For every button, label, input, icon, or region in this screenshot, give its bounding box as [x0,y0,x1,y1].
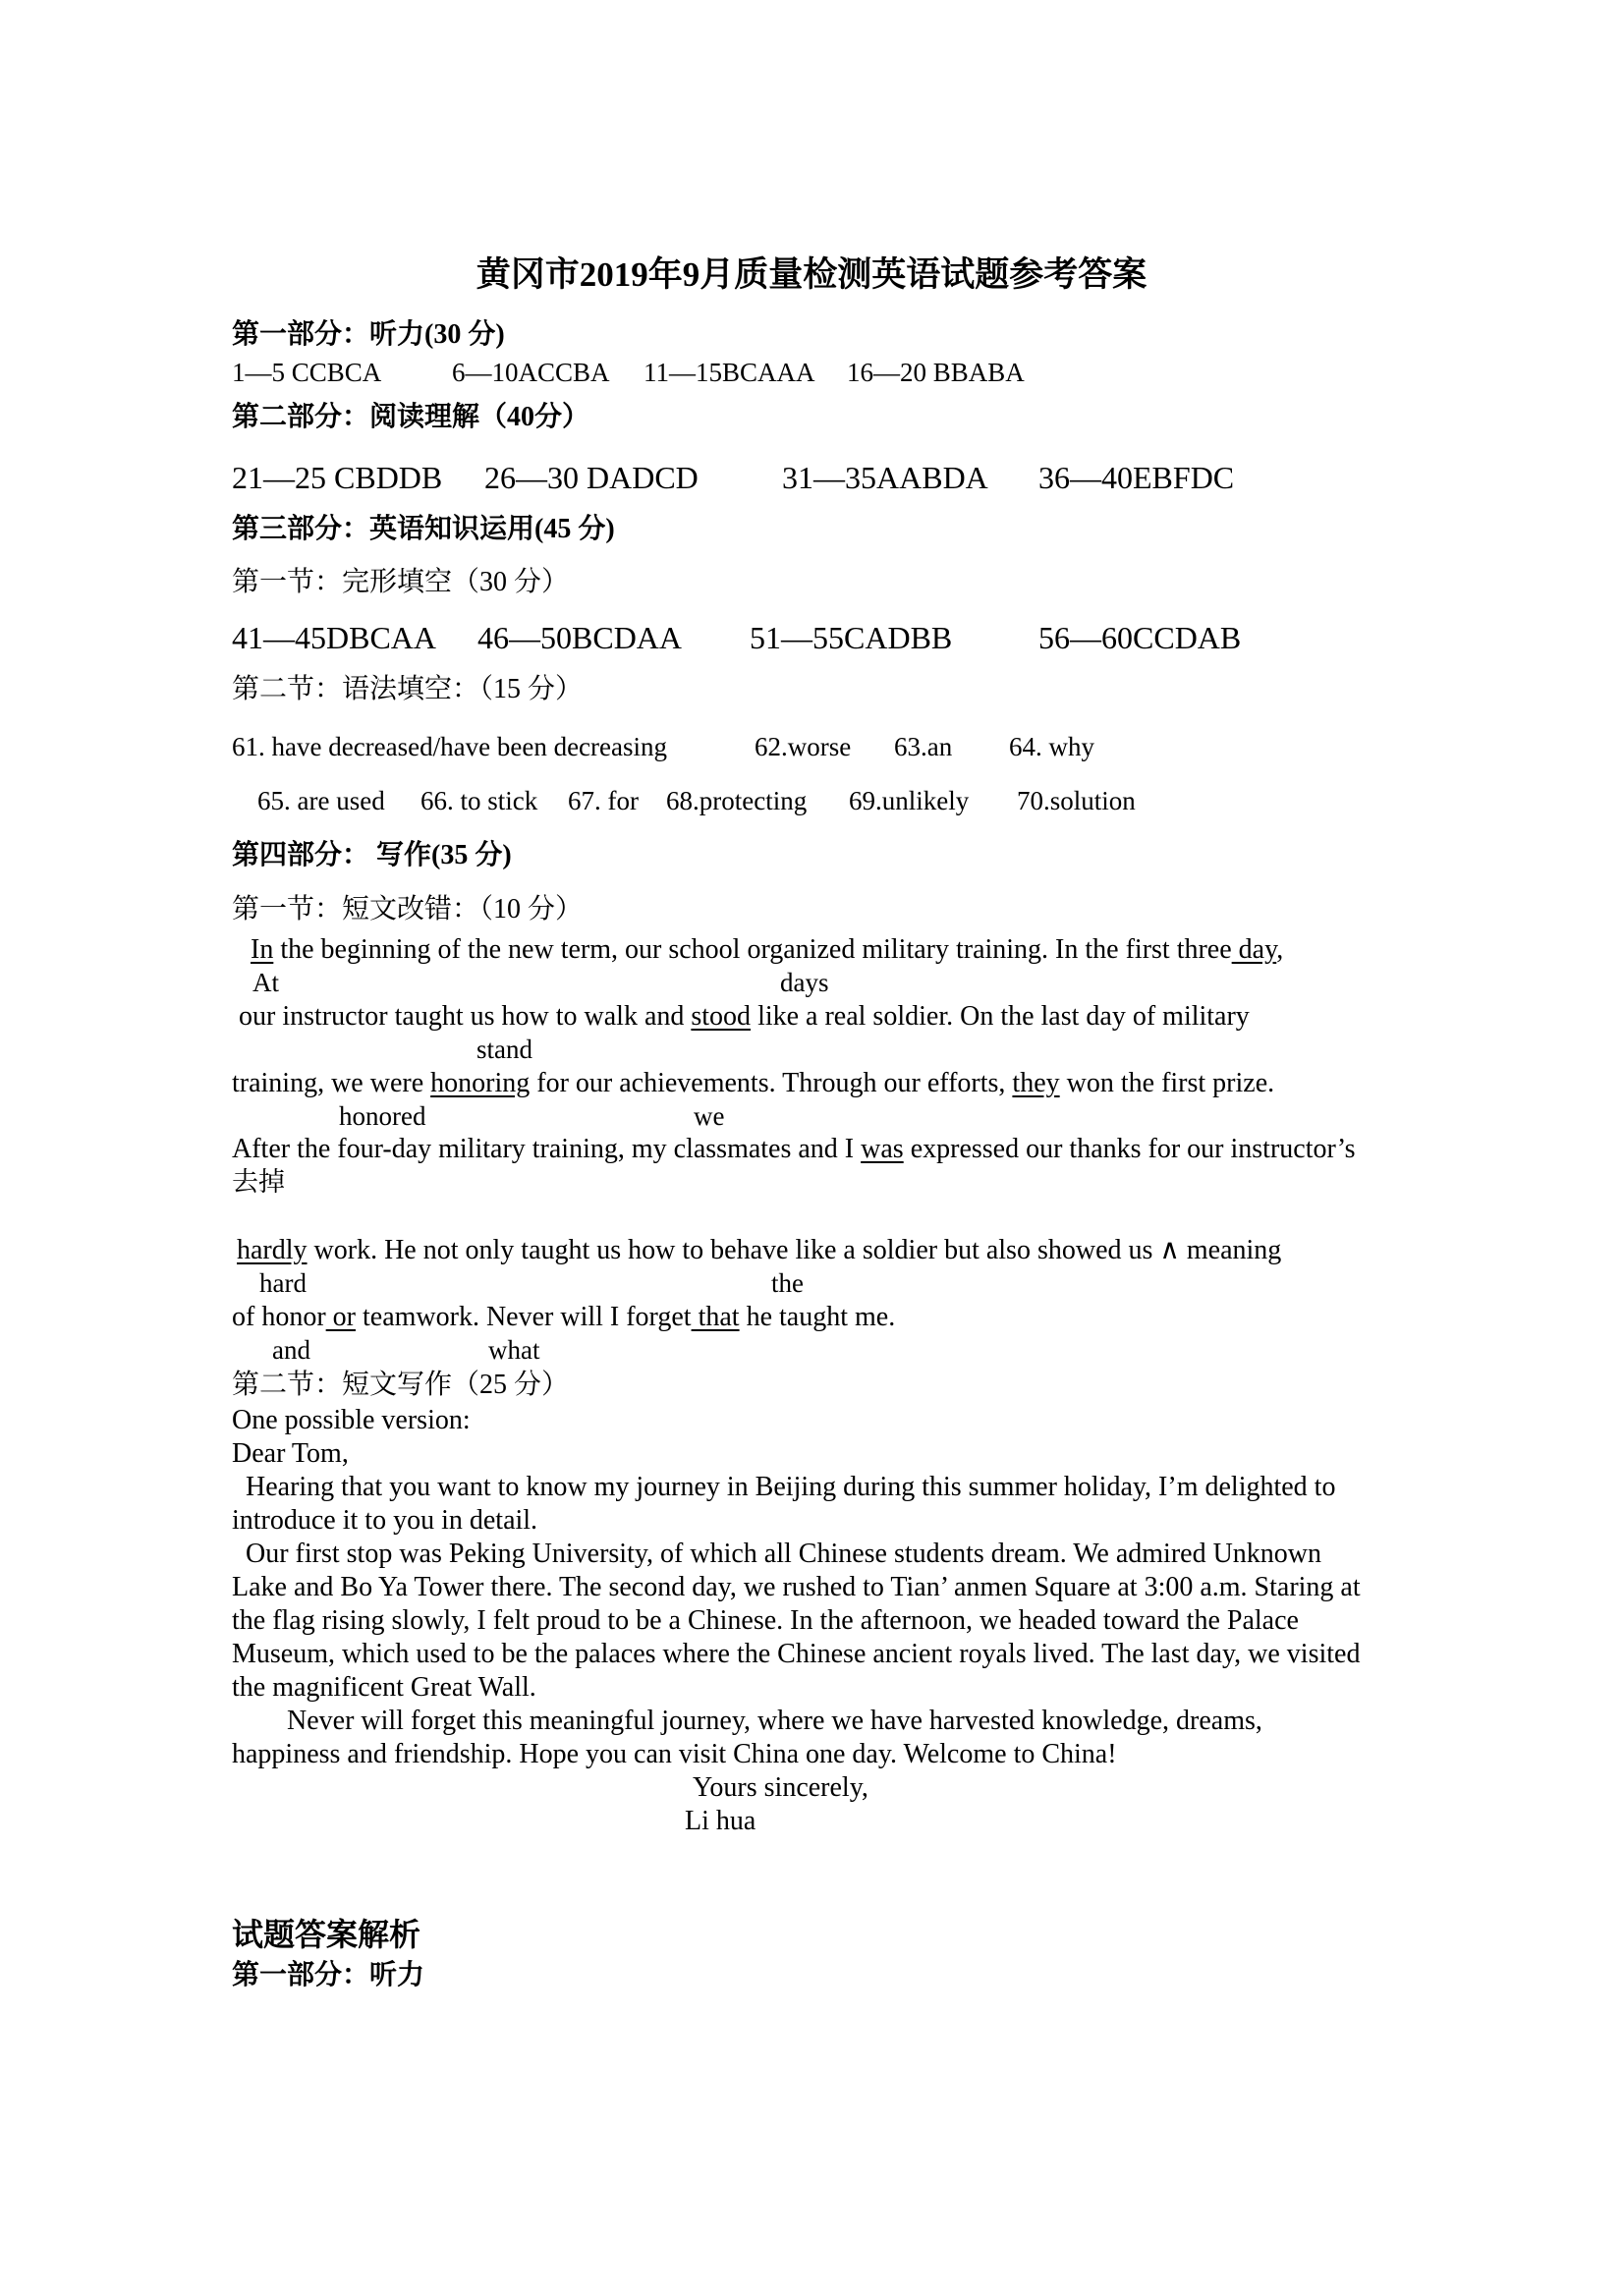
part1-heading: 第一部分：听力(30 分) [232,319,505,350]
correction-text: and [272,1335,310,1365]
correction-text: what [488,1335,540,1365]
part1-answer-1: 1—5 CCBCA [232,358,382,387]
error-word: day [1231,934,1277,965]
error-word: stood [691,1001,752,1032]
correction-line-2: our instructor taught us how to walk and stood like a real soldier. On the last day of military [232,1001,1250,1032]
essay-line: Hearing that you want to know my journey in Beijing during this summer holiday, I’m delighted to [232,1472,1336,1502]
essay-line: happiness and friendship. Hope you can visit China one day. Welcome to China! [232,1739,1117,1769]
part3-sec2-heading: 第二节：语法填空：（15 分） [232,674,584,704]
essay-intro: One possible version: [232,1405,471,1435]
grammar-answer-62: 62.worse [755,732,852,761]
essay-closing: Yours sincerely, [693,1772,868,1803]
part3-sec1-heading: 第一节：完形填空（30 分） [232,567,570,597]
grammar-answer-61: 61. have decreased/have been decreasing [232,732,668,761]
essay-line: the magnificent Great Wall. [232,1672,536,1703]
correction-text: the [771,1268,804,1298]
error-word: or [325,1302,356,1332]
analysis-heading: 试题答案解析 [232,1917,421,1952]
part3-sec1-answer-1: 41—45DBCAA [232,620,437,655]
part3-sec1-answer-2: 46—50BCDAA [477,620,683,655]
part2-answer-1: 21—25 CBDDB [232,460,443,495]
correction-line-1: In the beginning of the new term, our school organized military training. In the first three day, [251,934,1284,965]
grammar-answer-69: 69.unlikely [849,786,970,815]
error-word: they [1012,1068,1060,1098]
part2-answer-2: 26—30 DADCD [484,460,699,495]
correction-line-5: hardly work. He not only taught us how to behave like a soldier but also showed us ∧ meaning [237,1235,1282,1265]
error-word: that [691,1302,740,1332]
correction-text: days [780,968,829,997]
error-word: honoring [430,1068,531,1098]
correction-text: 去掉 [232,1167,285,1197]
essay-line: Lake and Bo Ya Tower there. The second day, we rushed to Tian’ anmen Square at 3:00 a.m. Staring at [232,1572,1361,1602]
analysis-part1-heading: 第一部分：听力 [232,1960,425,1990]
part4-sec2-heading: 第二节：短文写作（25 分） [232,1370,570,1400]
part3-sec1-answer-4: 56—60CCDAB [1038,620,1242,655]
page-title: 黄冈市2019年9月质量检测英语试题参考答案 [476,255,1147,294]
error-word: was [861,1134,904,1164]
grammar-answer-63: 63.an [894,732,953,761]
part3-heading: 第三部分：英语知识运用(45 分) [232,514,615,544]
part2-heading: 第二部分：阅读理解（40分） [232,402,590,432]
correction-line-6: of honor or teamwork. Never will I forget that he taught me. [232,1302,896,1332]
correction-line-4: After the four-day military training, my classmates and I was expressed our thanks for our instructor’s [232,1134,1356,1164]
grammar-answer-66: 66. to stick [420,786,538,815]
essay-line: introduce it to you in detail. [232,1505,538,1536]
part2-answer-4: 36—40EBFDC [1038,460,1235,495]
part1-answer-4: 16—20 BBABA [847,358,1025,387]
grammar-answer-64: 64. why [1009,732,1094,761]
essay-line: Our first stop was Peking University, of which all Chinese students dream. We admired Unknown [232,1539,1322,1569]
correction-text: we [694,1101,725,1131]
grammar-answer-68: 68.protecting [666,786,808,815]
essay-salutation: Dear Tom, [232,1438,349,1469]
part3-sec1-answer-3: 51—55CADBB [750,620,953,655]
part1-answer-3: 11—15BCAAA [644,358,815,387]
grammar-answer-67: 67. for [568,786,639,815]
essay-line: Never will forget this meaningful journey, where we have harvested knowledge, dreams, [232,1706,1262,1736]
essay-line: Museum, which used to be the palaces where the Chinese ancient royals lived. The last day, we visited [232,1639,1361,1669]
essay-line: the flag rising slowly, I felt proud to be a Chinese. In the afternoon, we headed toward the Palace [232,1605,1299,1636]
essay-signature: Li hua [685,1806,756,1836]
part1-answer-2: 6—10ACCBA [452,358,610,387]
part4-heading: 第四部分： 写作(35 分) [232,840,512,870]
grammar-answer-65: 65. are used [257,786,385,815]
correction-text: honored [339,1101,426,1131]
part4-sec1-heading: 第一节：短文改错：（10 分） [232,894,584,924]
error-word: hardly [237,1235,308,1265]
error-word: In [251,934,274,965]
part2-answer-3: 31—35AABDA [782,460,988,495]
correction-text: hard [259,1268,307,1298]
correction-text: stand [476,1035,532,1064]
correction-text: At [252,968,279,997]
grammar-answer-70: 70.solution [1017,786,1136,815]
correction-line-3: training, we were honoring for our achievements. Through our efforts, they won the first prize. [232,1068,1275,1098]
